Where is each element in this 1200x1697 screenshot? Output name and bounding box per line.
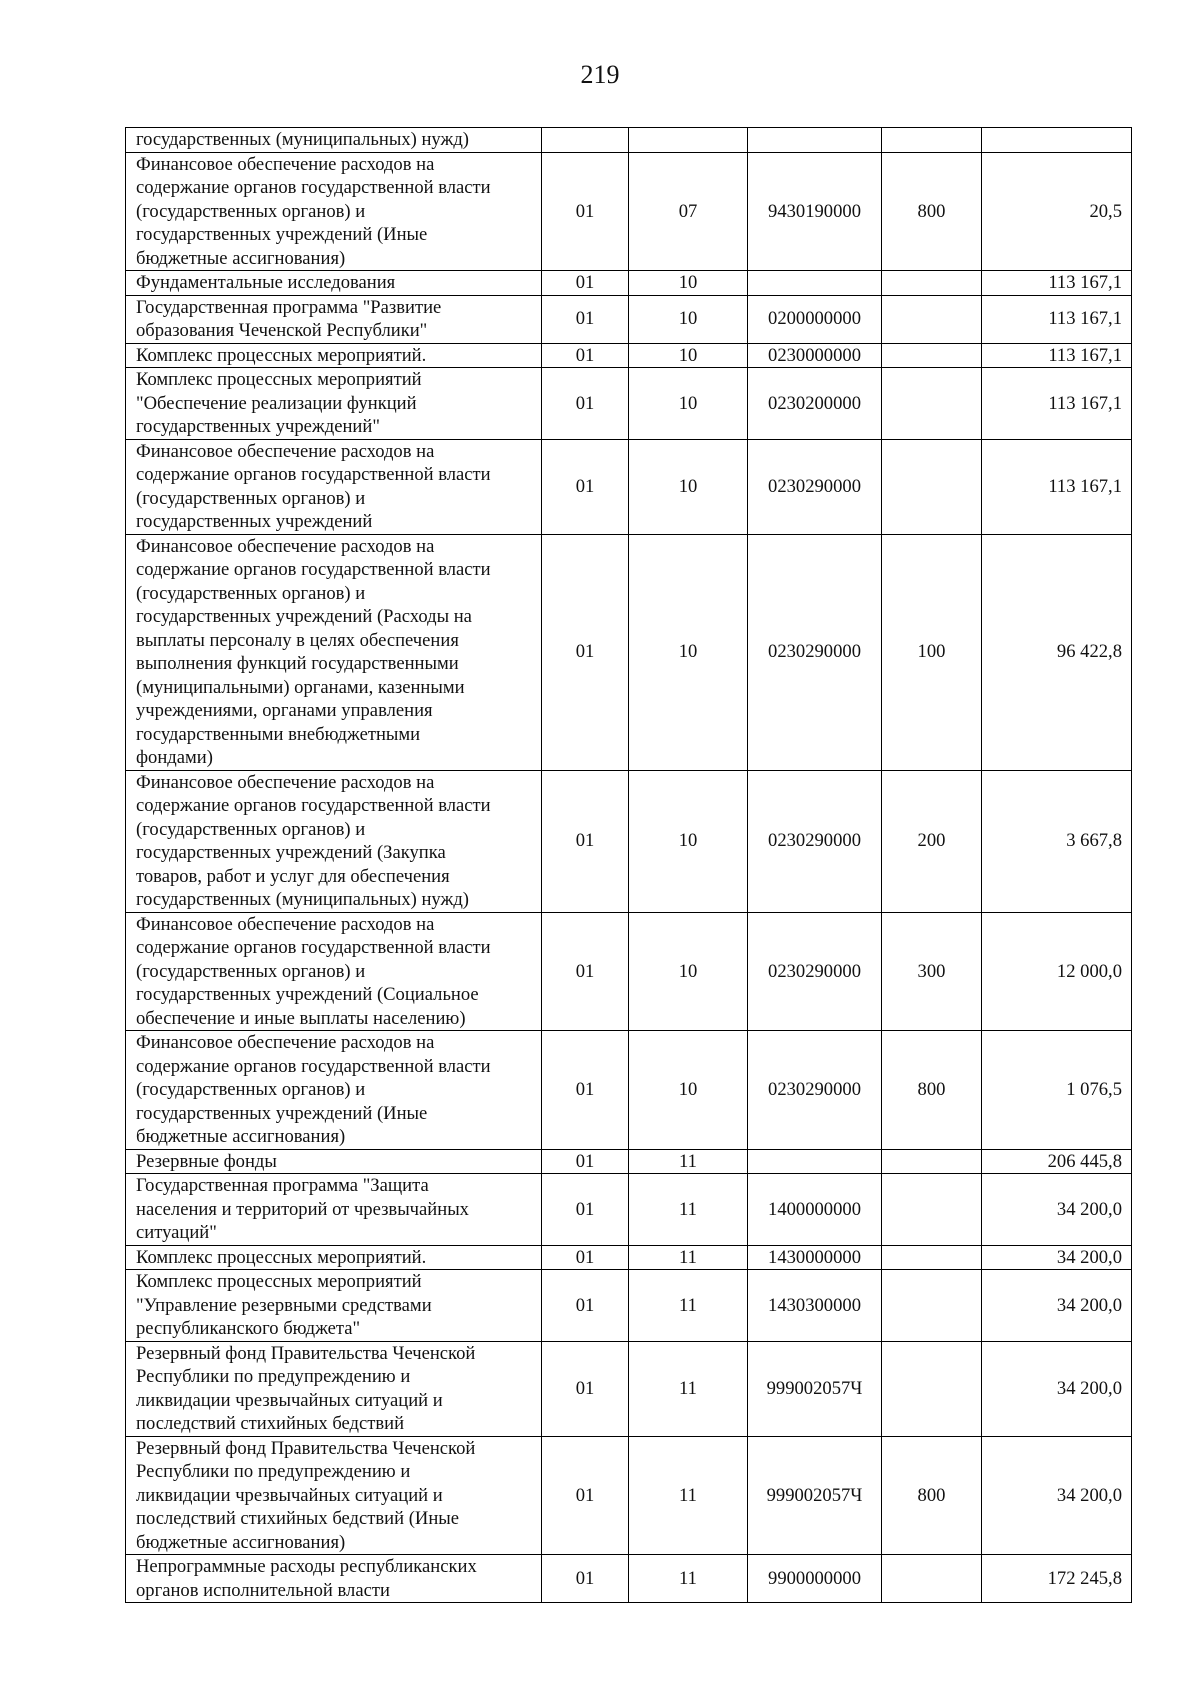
section-code-cell: 01 <box>542 368 629 440</box>
target-article-cell <box>748 128 882 153</box>
subsection-code-cell: 11 <box>629 1555 748 1603</box>
section-code-cell: 01 <box>542 770 629 912</box>
target-article-cell: 0200000000 <box>748 295 882 343</box>
section-code-cell: 01 <box>542 1270 629 1342</box>
amount-cell: 206 445,8 <box>982 1149 1132 1174</box>
target-article-cell: 0230200000 <box>748 368 882 440</box>
amount-cell: 34 200,0 <box>982 1341 1132 1436</box>
table-row <box>126 1341 1132 1436</box>
expense-type-cell <box>882 128 982 153</box>
table-row <box>126 1555 1132 1603</box>
page-number: 219 <box>580 60 620 89</box>
expense-type-cell <box>882 271 982 296</box>
expense-name-cell: Финансовое обеспечение расходов на содержание органов государственной власти (государственных органов) и государственных учреждений (Иные бюджетные ассигнования) <box>126 1031 542 1150</box>
expense-name-cell: Государственная программа "Развитие образования Чеченской Республики" <box>126 295 542 343</box>
table-row <box>126 1174 1132 1246</box>
subsection-code-cell: 11 <box>629 1270 748 1342</box>
expense-name-cell: Комплекс процессных мероприятий "Управление резервными средствами республиканского бюджета" <box>126 1270 542 1342</box>
target-article-cell: 0230290000 <box>748 1031 882 1150</box>
amount-cell: 1 076,5 <box>982 1031 1132 1150</box>
table-row <box>126 152 1132 271</box>
budget-table <box>125 127 1132 1603</box>
amount-cell: 172 245,8 <box>982 1555 1132 1603</box>
table-row <box>126 271 1132 296</box>
subsection-code-cell <box>629 128 748 153</box>
subsection-code-cell: 11 <box>629 1149 748 1174</box>
amount-cell: 3 667,8 <box>982 770 1132 912</box>
expense-type-cell: 200 <box>882 770 982 912</box>
target-article-cell: 9900000000 <box>748 1555 882 1603</box>
expense-type-cell <box>882 1149 982 1174</box>
amount-cell: 113 167,1 <box>982 343 1132 368</box>
expense-name-cell: государственных (муниципальных) нужд) <box>126 128 542 153</box>
amount-cell: 34 200,0 <box>982 1270 1132 1342</box>
expense-name-cell: Финансовое обеспечение расходов на содержание органов государственной власти (государственных органов) и государственных учреждений (Закупка товаров, работ и услуг для обеспечения государственных (муниципальных) нужд) <box>126 770 542 912</box>
expense-type-cell: 800 <box>882 1031 982 1150</box>
subsection-code-cell: 11 <box>629 1174 748 1246</box>
subsection-code-cell: 11 <box>629 1245 748 1270</box>
amount-cell: 113 167,1 <box>982 439 1132 534</box>
expense-name-cell: Комплекс процессных мероприятий "Обеспечение реализации функций государственных учреждений" <box>126 368 542 440</box>
target-article-cell: 1430300000 <box>748 1270 882 1342</box>
amount-cell <box>982 128 1132 153</box>
expense-name-cell: Финансовое обеспечение расходов на содержание органов государственной власти (государственных органов) и государственных учреждений (Социальное обеспечение и иные выплаты населению) <box>126 912 542 1031</box>
table-row <box>126 439 1132 534</box>
expense-type-cell <box>882 1341 982 1436</box>
table-row <box>126 1270 1132 1342</box>
target-article-cell: 0230290000 <box>748 439 882 534</box>
target-article-cell: 1430000000 <box>748 1245 882 1270</box>
expense-type-cell <box>882 439 982 534</box>
subsection-code-cell: 10 <box>629 1031 748 1150</box>
section-code-cell <box>542 128 629 153</box>
expense-name-cell: Комплекс процессных мероприятий. <box>126 1245 542 1270</box>
table-row <box>126 1245 1132 1270</box>
amount-cell: 96 422,8 <box>982 534 1132 770</box>
section-code-cell: 01 <box>542 343 629 368</box>
expense-name-cell: Финансовое обеспечение расходов на содержание органов государственной власти (государственных органов) и государственных учреждений (Расходы на выплаты персоналу в целях обеспечения выполнения функций государственными (муниципальными) органами, казенными учреждениями, органами управления государственными внебюджетными фондами) <box>126 534 542 770</box>
target-article-cell: 1400000000 <box>748 1174 882 1246</box>
amount-cell: 12 000,0 <box>982 912 1132 1031</box>
subsection-code-cell: 10 <box>629 271 748 296</box>
target-article-cell: 999002057Ч <box>748 1436 882 1555</box>
table-row <box>126 912 1132 1031</box>
amount-cell: 34 200,0 <box>982 1174 1132 1246</box>
table-row <box>126 343 1132 368</box>
section-code-cell: 01 <box>542 152 629 271</box>
expense-name-cell: Фундаментальные исследования <box>126 271 542 296</box>
section-code-cell: 01 <box>542 1555 629 1603</box>
amount-cell: 20,5 <box>982 152 1132 271</box>
expense-type-cell <box>882 1245 982 1270</box>
table-row <box>126 770 1132 912</box>
section-code-cell: 01 <box>542 1436 629 1555</box>
amount-cell: 113 167,1 <box>982 271 1132 296</box>
expense-type-cell <box>882 1174 982 1246</box>
target-article-cell: 0230000000 <box>748 343 882 368</box>
expense-type-cell: 300 <box>882 912 982 1031</box>
section-code-cell: 01 <box>542 439 629 534</box>
expense-name-cell: Непрограммные расходы республиканских органов исполнительной власти <box>126 1555 542 1603</box>
table-row <box>126 1436 1132 1555</box>
section-code-cell: 01 <box>542 912 629 1031</box>
subsection-code-cell: 11 <box>629 1436 748 1555</box>
target-article-cell: 0230290000 <box>748 534 882 770</box>
expense-type-cell <box>882 1555 982 1603</box>
amount-cell: 113 167,1 <box>982 368 1132 440</box>
expense-name-cell: Финансовое обеспечение расходов на содержание органов государственной власти (государственных органов) и государственных учреждений <box>126 439 542 534</box>
section-code-cell: 01 <box>542 295 629 343</box>
expense-name-cell: Государственная программа "Защита населения и территорий от чрезвычайных ситуаций" <box>126 1174 542 1246</box>
table-row <box>126 1149 1132 1174</box>
subsection-code-cell: 11 <box>629 1341 748 1436</box>
table-row <box>126 128 1132 153</box>
table-row <box>126 295 1132 343</box>
target-article-cell <box>748 1149 882 1174</box>
subsection-code-cell: 07 <box>629 152 748 271</box>
section-code-cell: 01 <box>542 1031 629 1150</box>
amount-cell: 34 200,0 <box>982 1245 1132 1270</box>
amount-cell: 34 200,0 <box>982 1436 1132 1555</box>
section-code-cell: 01 <box>542 271 629 296</box>
section-code-cell: 01 <box>542 534 629 770</box>
target-article-cell: 999002057Ч <box>748 1341 882 1436</box>
table-row <box>126 1031 1132 1150</box>
section-code-cell: 01 <box>542 1341 629 1436</box>
subsection-code-cell: 10 <box>629 368 748 440</box>
subsection-code-cell: 10 <box>629 770 748 912</box>
expense-type-cell: 100 <box>882 534 982 770</box>
expense-type-cell <box>882 368 982 440</box>
subsection-code-cell: 10 <box>629 295 748 343</box>
expense-type-cell <box>882 295 982 343</box>
section-code-cell: 01 <box>542 1174 629 1246</box>
table-row <box>126 368 1132 440</box>
expense-type-cell <box>882 343 982 368</box>
table-body <box>126 128 1132 1603</box>
target-article-cell: 9430190000 <box>748 152 882 271</box>
section-code-cell: 01 <box>542 1245 629 1270</box>
expense-type-cell: 800 <box>882 1436 982 1555</box>
target-article-cell: 0230290000 <box>748 770 882 912</box>
target-article-cell <box>748 271 882 296</box>
section-code-cell: 01 <box>542 1149 629 1174</box>
expense-name-cell: Финансовое обеспечение расходов на содержание органов государственной власти (государственных органов) и государственных учреждений (Иные бюджетные ассигнования) <box>126 152 542 271</box>
subsection-code-cell: 10 <box>629 439 748 534</box>
subsection-code-cell: 10 <box>629 912 748 1031</box>
expense-name-cell: Резервный фонд Правительства Чеченской Республики по предупреждению и ликвидации чрезвычайных ситуаций и последствий стихийных бедствий (Иные бюджетные ассигнования) <box>126 1436 542 1555</box>
expense-name-cell: Резервные фонды <box>126 1149 542 1174</box>
expense-name-cell: Комплекс процессных мероприятий. <box>126 343 542 368</box>
target-article-cell: 0230290000 <box>748 912 882 1031</box>
table-row <box>126 534 1132 770</box>
amount-cell: 113 167,1 <box>982 295 1132 343</box>
expense-type-cell <box>882 1270 982 1342</box>
expense-type-cell: 800 <box>882 152 982 271</box>
subsection-code-cell: 10 <box>629 534 748 770</box>
expense-name-cell: Резервный фонд Правительства Чеченской Республики по предупреждению и ликвидации чрезвычайных ситуаций и последствий стихийных бедствий <box>126 1341 542 1436</box>
subsection-code-cell: 10 <box>629 343 748 368</box>
